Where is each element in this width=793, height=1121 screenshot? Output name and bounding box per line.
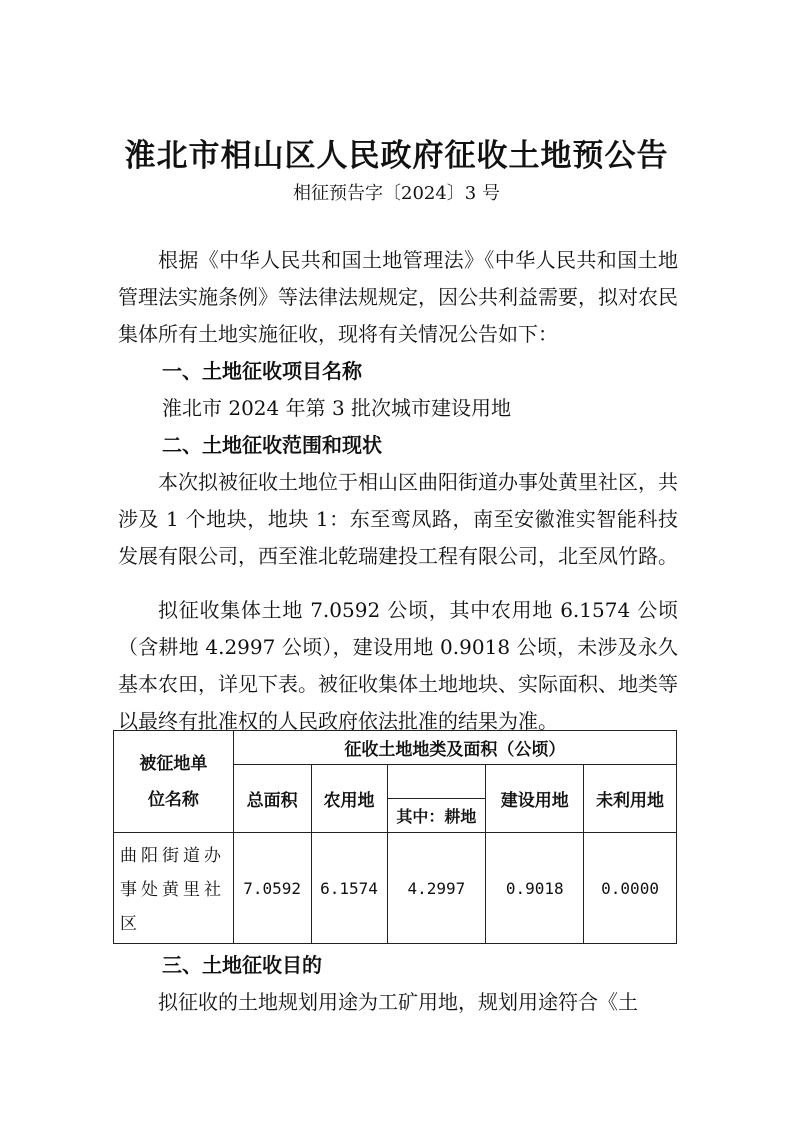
header-total-area: 总面积 bbox=[233, 765, 311, 833]
header-unused: 未利用地 bbox=[584, 765, 677, 833]
cell-unused: 0.0000 bbox=[584, 833, 677, 944]
section1-body: 淮北市 2024 年第 3 批次城市建设用地 bbox=[162, 396, 512, 420]
header-area-group: 征收土地地类及面积（公顷） bbox=[233, 731, 676, 765]
header-arable-spacer bbox=[387, 765, 486, 799]
section2-heading: 二、土地征收范围和现状 bbox=[162, 433, 382, 457]
header-agricultural: 农用地 bbox=[311, 765, 387, 833]
row-unit-name: 曲阳街道办事处黄里社区 bbox=[114, 833, 234, 944]
section1-heading: 一、土地征收项目名称 bbox=[162, 359, 362, 383]
section3-heading: 三、土地征收目的 bbox=[162, 953, 322, 977]
land-acquisition-table bbox=[113, 730, 677, 944]
cell-total-area: 7.0592 bbox=[233, 833, 311, 944]
cell-agricultural: 6.1574 bbox=[311, 833, 387, 944]
header-unit-name: 被征地单位名称 bbox=[114, 731, 234, 833]
document-title: 淮北市相山区人民政府征收土地预公告 bbox=[124, 138, 669, 174]
section2-paragraph-1: 本次拟被征收土地位于相山区曲阳街道办事处黄里社区，共涉及 1 个地块，地块 1：东至鸾凤路，南至安徽淮实智能科技发展有限公司，西至淮北乾瑞建投工程有限公司，北至凤竹路。 bbox=[118, 470, 678, 568]
section2-paragraph-2: 拟征收集体土地 7.0592 公顷，其中农用地 6.1574 公顷（含耕地 4.2997 公顷），建设用地 0.9018 公顷，未涉及永久基本农田，详见下表。被征收集体土地地块、实际面积、地类等以最终有批准权的人民政府依法批准的结果为准。 bbox=[118, 598, 678, 733]
intro-paragraph: 根据《中华人民共和国土地管理法》《中华人民共和国土地管理法实施条例》等法律法规规定，因公共利益需要，拟对农民集体所有土地实施征收，现将有关情况公告如下： bbox=[118, 248, 678, 346]
section3-body: 拟征收的土地规划用途为工矿用地，规划用途符合《土 bbox=[158, 990, 638, 1014]
cell-arable: 4.2997 bbox=[387, 833, 486, 944]
cell-construction: 0.9018 bbox=[486, 833, 584, 944]
header-arable: 其中：耕地 bbox=[387, 799, 486, 833]
header-construction: 建设用地 bbox=[486, 765, 584, 833]
document-number: 相征预告字〔2024〕3 号 bbox=[293, 183, 500, 204]
